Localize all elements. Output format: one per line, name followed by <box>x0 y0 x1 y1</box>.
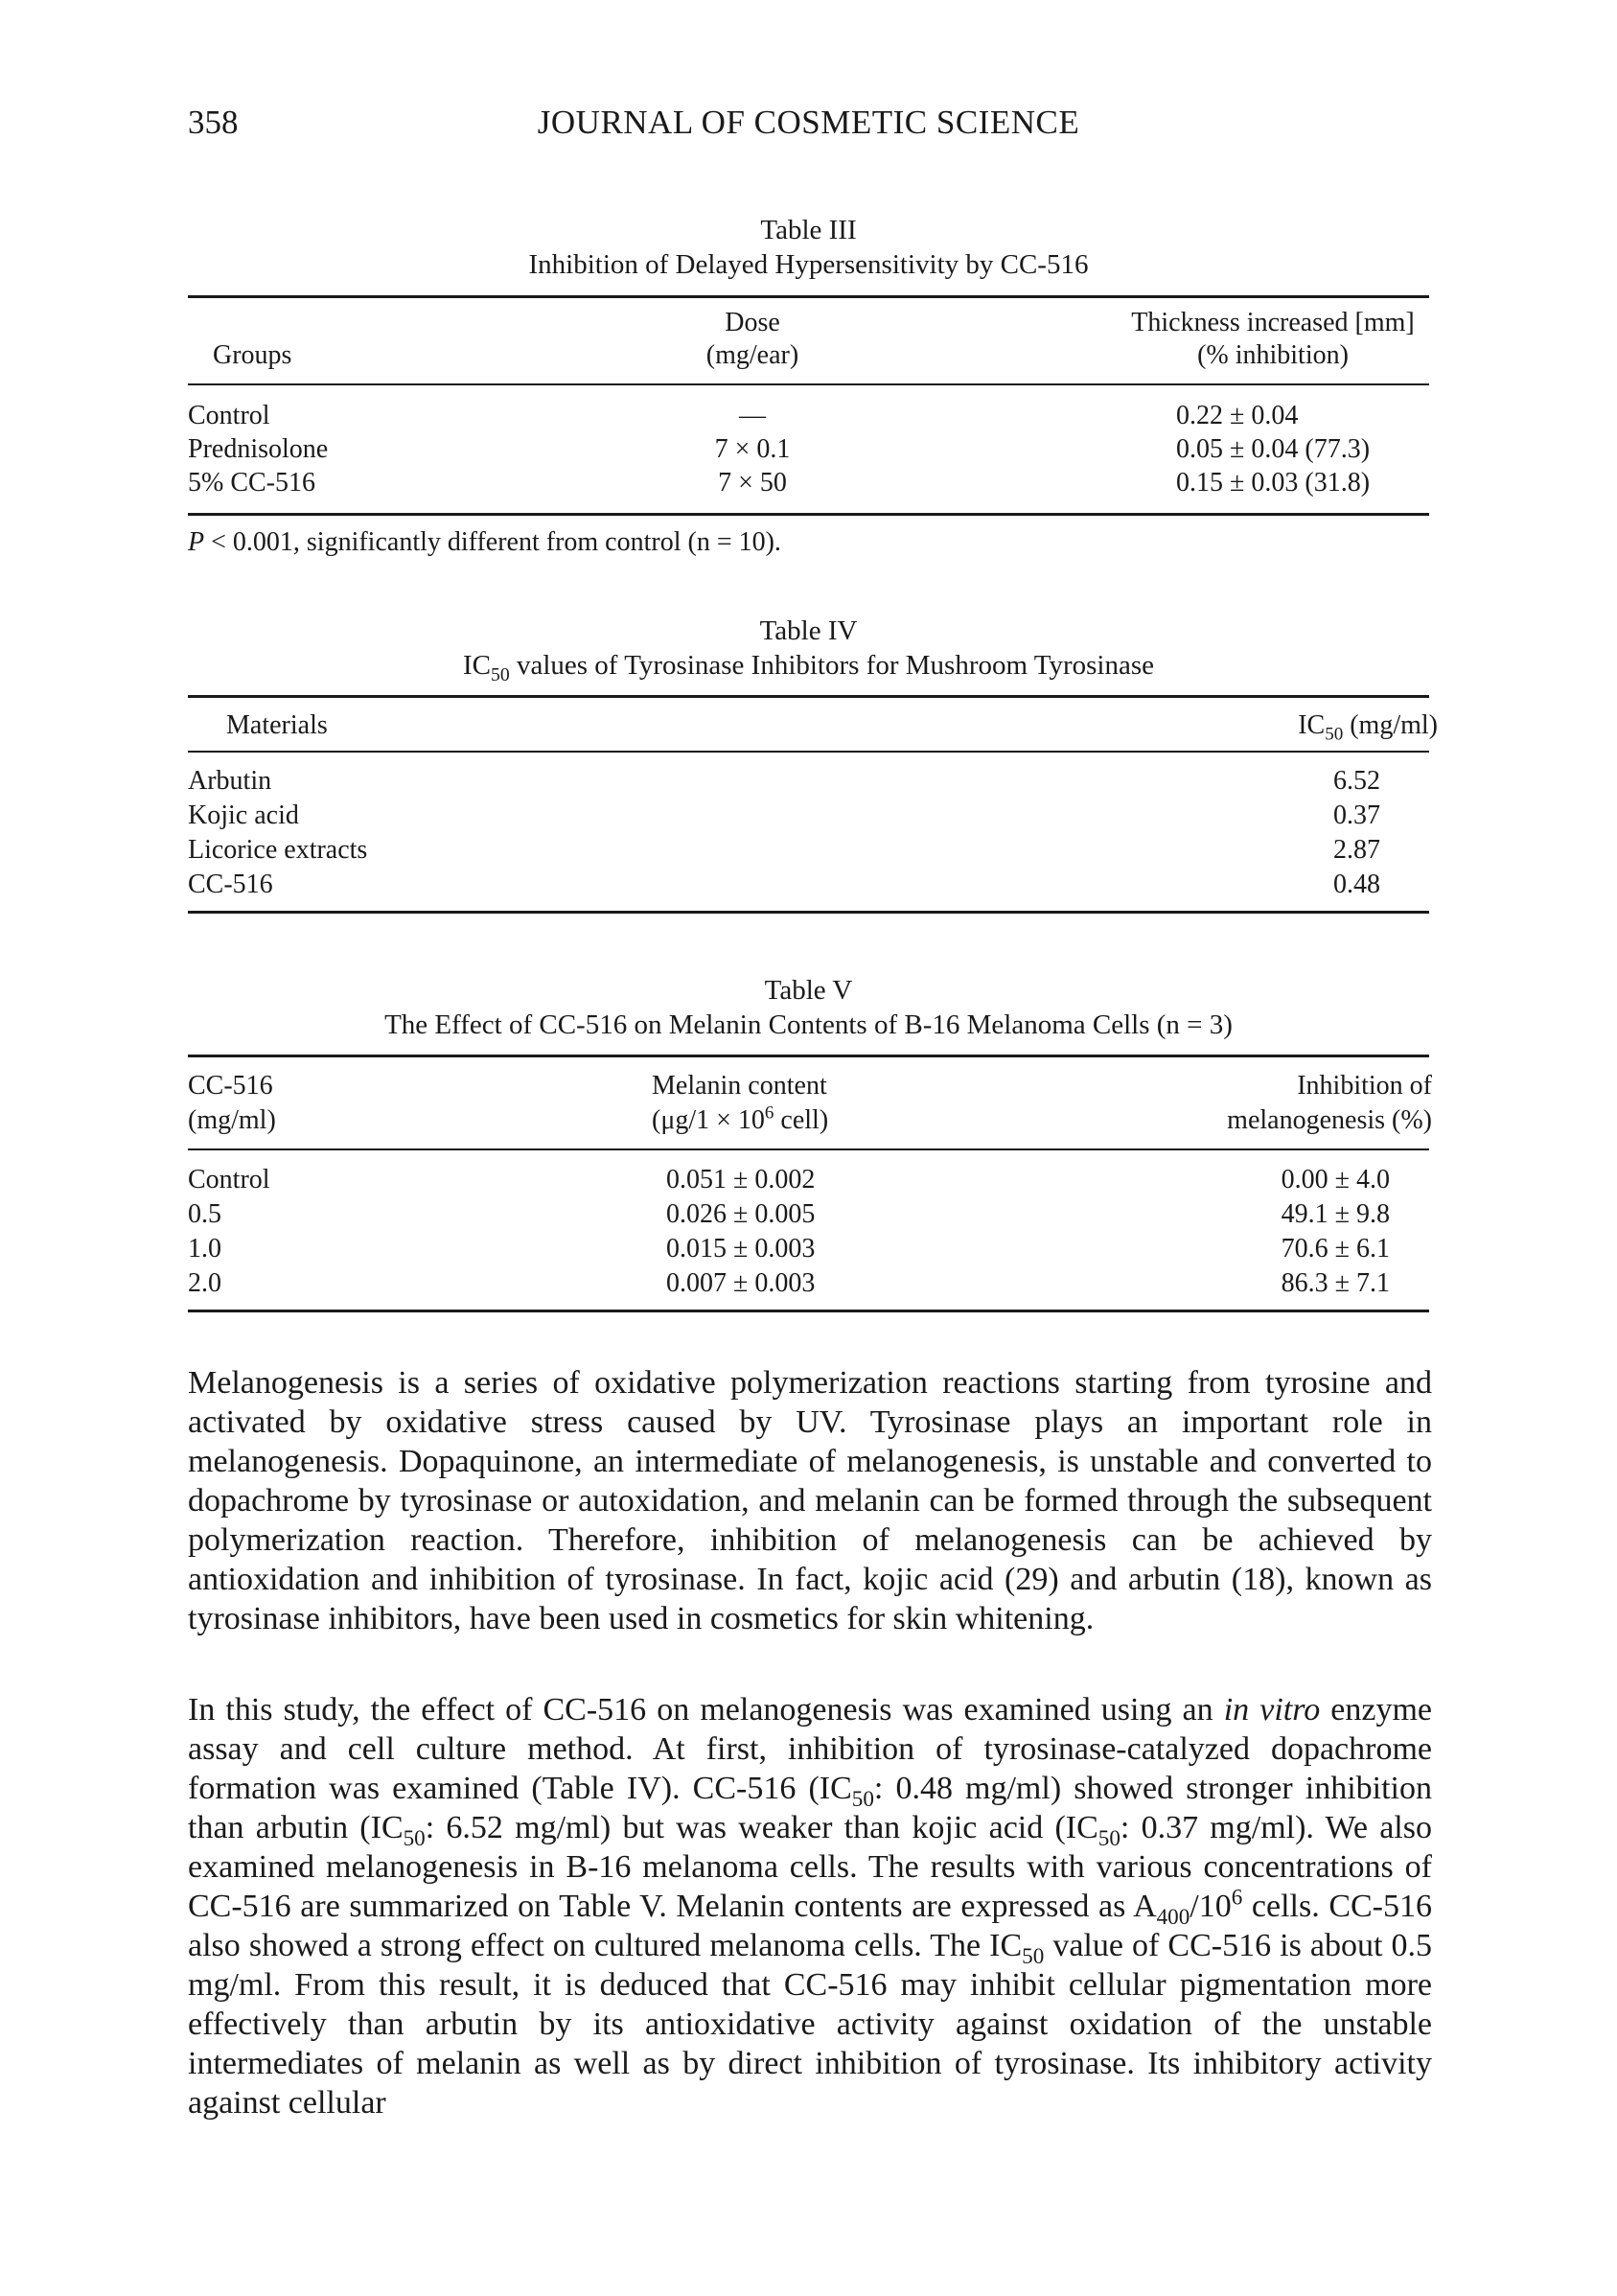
table5-row-cc: Control <box>188 1165 270 1194</box>
table5-header-melanin-cell: cell) <box>774 1105 829 1135</box>
table5-header-cc-1: CC-516 <box>188 1071 273 1101</box>
table5-header-melanin-exp: 6 <box>764 1102 774 1124</box>
table5-header-melanin-1: Melanin content <box>652 1071 827 1101</box>
table3-row-dose: 7 × 50 <box>718 468 787 498</box>
table3-header-rule <box>188 383 1429 385</box>
table4-row-ic50: 2.87 <box>1333 835 1380 865</box>
table4-row-material: Kojic acid <box>188 800 299 830</box>
table4-row-material: Arbutin <box>188 766 272 796</box>
table5-row-melanin: 0.051 ± 0.002 <box>666 1165 816 1194</box>
table4-row-ic50: 6.52 <box>1333 766 1380 796</box>
table5-row-inhibition: 0.00 ± 4.0 <box>1281 1165 1390 1194</box>
footnote-p: P <box>188 527 205 557</box>
table4-header-rule <box>188 751 1429 753</box>
running-head <box>188 104 1429 148</box>
table3-header-thickness-2: (% inhibition) <box>1197 340 1349 370</box>
table5-header-inhibition-1: Inhibition of <box>1297 1071 1432 1101</box>
table3-row-dose: 7 × 0.1 <box>714 434 791 464</box>
table3-header-groups: Groups <box>213 340 292 370</box>
table5-row-melanin: 0.007 ± 0.003 <box>666 1268 816 1298</box>
table4-header-unit: (mg/ml) <box>1343 710 1438 740</box>
table4-row-ic50: 0.48 <box>1333 870 1380 899</box>
table3-title: Inhibition of Delayed Hypersensitivity by CC-516 <box>528 249 1089 280</box>
table5-label: Table V <box>764 975 853 1006</box>
table3-header-dose-1: Dose <box>725 308 780 337</box>
table3-row-dose: — <box>739 401 766 430</box>
table5-row-inhibition: 86.3 ± 7.1 <box>1281 1268 1390 1298</box>
table5-header-melanin-2 <box>652 1102 828 1138</box>
table3-top-rule <box>188 295 1429 298</box>
table5-header-rule <box>188 1148 1429 1150</box>
table5-row-melanin: 0.026 ± 0.005 <box>666 1199 816 1229</box>
table4-top-rule <box>188 695 1429 698</box>
table5-title: The Effect of CC-516 on Melanin Contents of B-16 Melanoma Cells (n = 3) <box>384 1009 1233 1040</box>
table3-row-thickness: 0.22 ± 0.04 <box>1176 401 1299 430</box>
body-paragraph-2 <box>188 1690 1432 2122</box>
table4-label: Table IV <box>759 615 858 646</box>
table4-row-ic50: 0.37 <box>1333 800 1380 830</box>
table4-title-ic: IC <box>463 650 492 681</box>
table3-label: Table III <box>760 215 857 245</box>
footnote-text: < 0.001, significantly different from control (n = 10). <box>204 527 781 557</box>
paragraph-text: Melanogenesis is a series of oxidative polymerization reactions starting from tyrosine and activated by oxidative stress caused by UV. Tyrosinase plays an important role in melanogenesis. Dopaquinone, an intermediate of melanogenesis, is unstable and converted to dopachrome by tyrosinase or autoxidation, and melanin can be formed through the subsequent polymerization reaction. Therefore, inhibition of melanogenesis can be achieved by antioxidation and inhibition of tyrosinase. In fact, kojic acid (29) and arbutin (18), known as tyrosinase inhibitors, have been used in cosmetics for skin whitening. <box>188 1365 1432 1636</box>
table3-row-group: 5% CC-516 <box>188 468 315 498</box>
table3-row-group: Prednisolone <box>188 434 329 464</box>
table5-top-rule <box>188 1055 1429 1057</box>
table5-row-inhibition: 49.1 ± 9.8 <box>1281 1199 1390 1229</box>
table3-header-thickness-1: Thickness increased [mm] <box>1131 308 1415 337</box>
table3-row-thickness: 0.15 ± 0.03 (31.8) <box>1176 468 1371 498</box>
table4-bottom-rule <box>188 911 1429 914</box>
body-paragraph-1 <box>188 1363 1432 1638</box>
journal-title: JOURNAL OF COSMETIC SCIENCE <box>537 104 1080 141</box>
table4-header-ic: IC <box>1298 710 1326 740</box>
page-number: 358 <box>188 104 239 141</box>
table3-row-group: Control <box>188 401 270 430</box>
table4-row-material: Licorice extracts <box>188 835 368 865</box>
table5-row-inhibition: 70.6 ± 6.1 <box>1281 1234 1390 1264</box>
table4-title <box>188 648 1429 684</box>
table3-row-thickness: 0.05 ± 0.04 (77.3) <box>1176 434 1371 464</box>
table5-row-cc: 2.0 <box>188 1268 221 1298</box>
table4-header-ic50 <box>1246 707 1438 743</box>
italic-in-vitro: in vitro <box>1223 1692 1321 1728</box>
table4-header-materials: Materials <box>226 710 328 740</box>
table5-header-melanin-unit: (μg/1 × 10 <box>652 1105 765 1135</box>
table4-header-sub: 50 <box>1325 724 1344 745</box>
table5-header-cc-2: (mg/ml) <box>188 1105 276 1135</box>
table5-row-cc: 1.0 <box>188 1234 221 1264</box>
table5-row-cc: 0.5 <box>188 1199 221 1229</box>
table5-row-melanin: 0.015 ± 0.003 <box>666 1234 816 1264</box>
table5-bottom-rule <box>188 1310 1429 1312</box>
table4-title-rest: values of Tyrosinase Inhibitors for Mushroom Tyrosinase <box>509 650 1154 681</box>
table3-footnote <box>188 525 781 560</box>
table4-title-sub: 50 <box>491 663 510 685</box>
table5-header-inhibition-2: melanogenesis (%) <box>1227 1105 1432 1135</box>
paragraph-text: In this study, the effect of CC-516 on melanogenesis was examined using an in vitro enzyme assay and cell culture method. At first, inhibition of tyrosinase-catalyzed dopachrome formation was examined (Table IV). CC-516 ($IC_{50}$: 0.48 mg/ml) showed stronger inhibition than arbutin ($IC_{50}$: 6.52 mg/ml) but was weaker than kojic acid ($IC_{50}$: 0.37 mg/ml). We also examined melanogenesis in B-16 melanoma cells. The results with various concentrations of CC-516 are summarized on Table V. Melanin contents are expressed as $A_{400}/10^6$ cells. CC-516 also showed a strong effect on cultured melanoma cells. The $IC_{50}$ value of CC-516 is about 0.5 mg/ml. From this result, it is deduced that CC-516 may inhibit cellular pigmentation more effectively than arbutin by its antioxidative activity against oxidation of the unstable intermediates of melanin as well as by direct inhibition of tyrosinase. Its inhibitory activity against cellular <box>188 1692 1433 2121</box>
table3-bottom-rule <box>188 513 1429 516</box>
table3-header-dose-2: (mg/ear) <box>705 340 799 370</box>
table4-row-material: CC-516 <box>188 870 273 899</box>
